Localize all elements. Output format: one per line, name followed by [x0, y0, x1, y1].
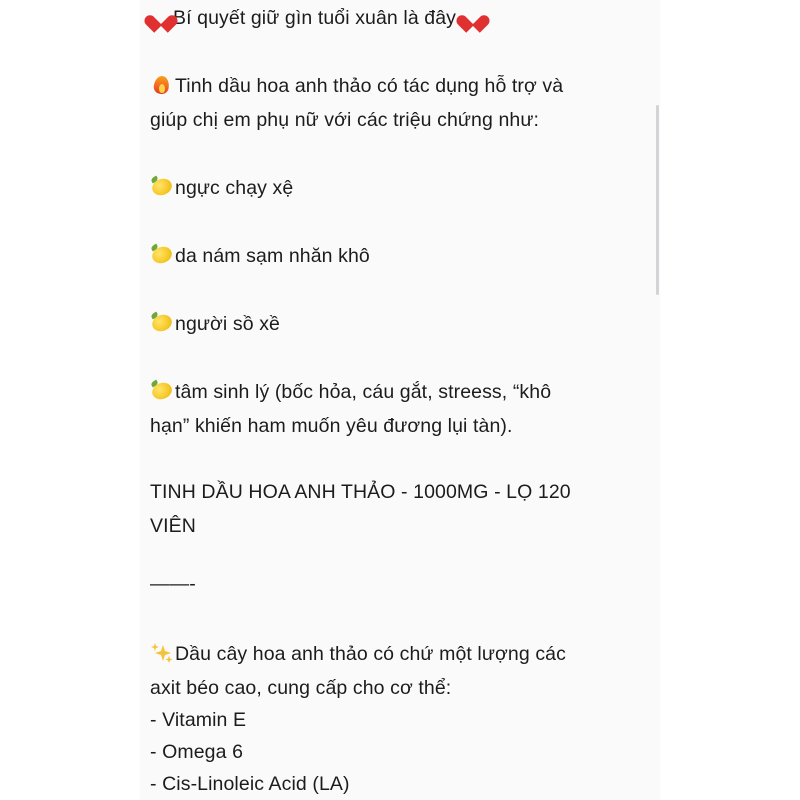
fire-icon — [150, 74, 174, 96]
symptom-item: người sồ xề — [150, 308, 280, 341]
headline-text: Bí quyết giữ gìn tuổi xuân là đây — [173, 7, 462, 29]
symptom-item: ngực chạy xệ — [150, 172, 293, 205]
red-heart-icon — [150, 6, 172, 28]
lemon-icon — [150, 244, 174, 266]
symptom-item-continued: hạn” khiến ham muốn yêu đương lụi tàn). — [150, 415, 513, 437]
nutrient-item: - Cis-Linoleic Acid (LA) — [150, 773, 350, 795]
symptom-item: tâm sinh lý (bốc hỏa, cáu gắt, streess, “khô — [150, 376, 551, 409]
lemon-icon — [150, 176, 174, 198]
vertical-scrollbar[interactable] — [656, 105, 659, 295]
product-name: TINH DẦU HOA ANH THẢO - 1000MG - LỌ 120 — [150, 481, 571, 503]
oil-description-continued: axit béo cao, cung cấp cho cơ thể: — [150, 677, 452, 699]
oil-description: Dầu cây hoa anh thảo có chứ một lượng các — [150, 638, 566, 671]
nutrient-item: - Omega 6 — [150, 741, 244, 763]
product-name-continued: VIÊN — [150, 515, 196, 537]
intro-line-2: giúp chị em phụ nữ với các triệu chứng như: — [150, 109, 540, 131]
nutrient-item: - Vitamin E — [150, 709, 247, 731]
red-heart-icon — [462, 6, 484, 28]
lemon-icon — [150, 312, 174, 334]
lemon-icon — [150, 380, 174, 402]
sparkles-icon — [150, 642, 174, 664]
headline — [150, 2, 485, 35]
divider-text: ——- — [150, 573, 196, 595]
intro-line-1: Tinh dầu hoa anh thảo có tác dụng hỗ trợ và — [150, 70, 563, 103]
symptom-item: da nám sạm nhăn khô — [150, 240, 370, 273]
